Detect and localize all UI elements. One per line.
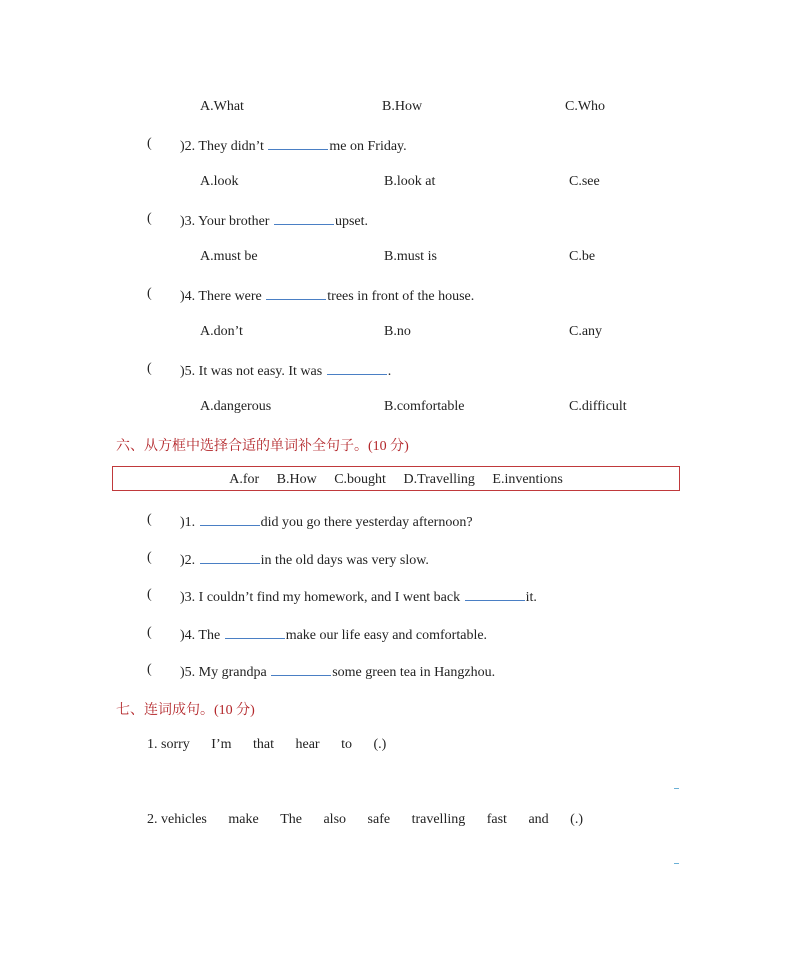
ordering-question-2 [147,812,601,828]
question-number: 1. [184,515,196,530]
scrambled-word: (.) [570,812,583,827]
question-number: 2. [184,553,196,568]
option-b: B.How [382,99,423,114]
word-option: B.How [276,472,317,487]
question-number: 3. [184,214,196,229]
option-a: A.What [200,99,244,114]
question-text-after: upset. [334,214,369,229]
option-c: C.see [569,174,600,189]
answer-blank[interactable] [274,211,334,225]
question-number: 2. [184,139,196,154]
question-number: 1. [147,737,158,752]
scrambled-word: sorry [161,737,190,752]
answer-paren-open: ( [147,286,152,301]
ordering-question-1 [147,737,404,753]
answer-paren: ( [147,662,152,677]
section-score: (10 分) [214,703,255,718]
word-option: E.inventions [492,472,563,487]
option-c: C.be [569,249,596,264]
scrambled-word: vehicles [161,812,207,827]
answer-paren: ( [147,512,152,527]
scrambled-word: hear [295,737,320,752]
question-line: )3. I couldn’t find my homework, and I went back it. [180,587,537,606]
answer-paren-open: ( [147,361,152,376]
scrambled-word: fast [486,812,507,827]
option-c: C.difficult [569,399,627,414]
option-b: B.no [384,324,411,339]
answer-paren: ( [147,550,152,565]
question-line [180,136,407,155]
answer-blank[interactable] [268,136,328,150]
scrambled-word: The [280,812,302,827]
answer-paren-close: ) [180,214,185,229]
question-text-before: They didn’t [198,139,264,154]
question-number: 4. [184,628,196,643]
answer-blank[interactable] [225,625,285,639]
section-6-heading [116,435,409,455]
question-line: )5. My grandpa some green tea in Hangzhou. [180,662,495,681]
question-text-after: make our life easy and comfortable. [285,628,488,643]
option-b: B.look at [384,174,436,189]
question-text-after: . [387,364,392,379]
question-text-before: The [198,628,221,643]
answer-blank[interactable] [327,361,387,375]
option-c: C.any [569,324,603,339]
section-title: 六、从方框中选择合适的单词补全句子。 [116,438,368,454]
option-a: A.dangerous [200,399,272,414]
option-c: C.Who [565,99,606,114]
question-text-before: My grandpa [198,665,267,680]
answer-blank[interactable] [200,550,260,564]
scrambled-word: that [253,737,274,752]
section-7-heading [116,699,255,719]
answer-paren-close: ) [180,364,185,379]
question-line [180,361,391,380]
word-bank-box [112,466,680,491]
question-line [180,286,474,305]
answer-paren-close: ) [180,289,185,304]
answer-blank[interactable] [266,286,326,300]
answer-blank[interactable] [200,512,260,526]
answer-blank[interactable] [465,587,525,601]
section-score: (10 分) [368,439,409,454]
answer-blank[interactable] [271,662,331,676]
question-text-before: There were [198,289,262,304]
option-a: A.must be [200,249,258,264]
question-text-before: I couldn’t find my homework, and I went back [198,590,461,605]
question-text-before: Your brother [198,214,270,229]
word-option: D.Travelling [403,472,475,487]
question-number: 5. [184,364,196,379]
question-text-after: it. [525,590,537,605]
answer-paren-close: ) [180,139,185,154]
option-b: B.comfortable [384,399,465,414]
question-number: 4. [184,289,196,304]
question-text-after: trees in front of the house. [327,289,475,304]
question-line: )4. The make our life easy and comfortable. [180,625,487,644]
scrambled-word: also [323,812,347,827]
option-a: A.don’t [200,324,243,339]
scrambled-word: to [341,737,352,752]
word-bank [113,472,679,488]
question-text-before: It was not easy. It was [198,364,323,379]
question-text-after: me on Friday. [329,139,407,154]
scrambled-word: safe [367,812,391,827]
option-b: B.must is [384,249,437,264]
question-number: 5. [184,665,196,680]
scrambled-word: (.) [373,737,387,752]
answer-paren: ( [147,625,152,640]
question-text-after: did you go there yesterday afternoon? [260,515,473,530]
scrambled-word: and [528,812,549,827]
word-option: C.bought [334,472,386,487]
question-text-after: in the old days was very slow. [260,553,429,568]
question-number: 2. [147,812,158,827]
option-a: A.look [200,174,239,189]
section-title: 七、连词成句。 [116,702,214,718]
answer-paren-open: ( [147,211,152,226]
question-text-after: some green tea in Hangzhou. [332,665,496,680]
question-number: 3. [184,590,196,605]
question-line [180,211,368,230]
answer-paren: ( [147,587,152,602]
answer-line-mark [674,788,679,789]
answer-paren-open: ( [147,136,152,151]
question-line: )2. in the old days was very slow. [180,550,429,569]
word-option: A.for [229,472,260,487]
scrambled-word: travelling [411,812,466,827]
answer-line-mark [674,863,679,864]
scrambled-word: I’m [211,737,232,752]
question-line: )1. did you go there yesterday afternoon? [180,512,473,531]
scrambled-word: make [228,812,259,827]
